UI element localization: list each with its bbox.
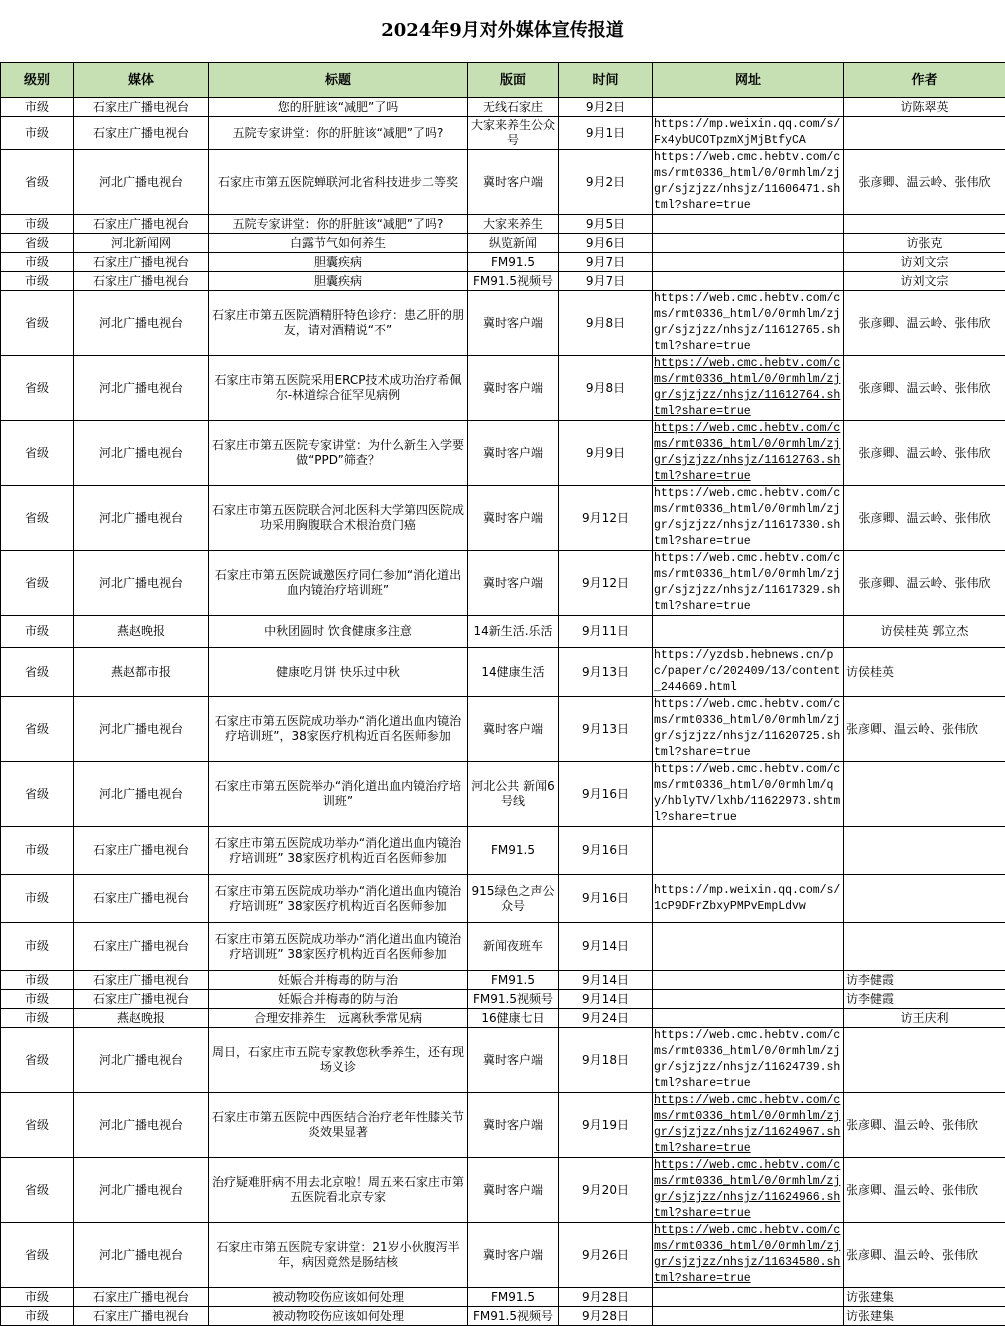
- table-row: [1, 421, 1005, 486]
- cell-author: 访王庆利: [844, 1009, 1005, 1028]
- header-level: 级别: [1, 63, 74, 98]
- cell-title: 石家庄市第五医院中西医结合治疗老年性膝关节炎效果显著: [209, 1093, 468, 1158]
- table-row: [1, 990, 1005, 1009]
- cell-author: [844, 875, 1005, 923]
- url-link[interactable]: https://web.cmc.hebtv.com/cms/rmt0336_html/0/0rmhlm/zjgr/sjzjzz/nhsjz/11620725.shtml?share=true: [654, 698, 840, 759]
- page-title: 2024年9月对外媒体宣传报道: [0, 0, 1005, 62]
- cell-url: [653, 697, 844, 762]
- cell-url: [653, 234, 844, 253]
- header-title: 标题: [209, 63, 468, 98]
- header-date: 时间: [559, 63, 653, 98]
- cell-author: [844, 117, 1005, 150]
- cell-author: 访刘文宗: [844, 272, 1005, 291]
- header-author: 作者: [844, 63, 1005, 98]
- cell-title: 石家庄市第五医院举办“消化道出血内镜治疗培训班”: [209, 762, 468, 827]
- cell-date: 9月14日: [559, 971, 653, 990]
- cell-level: 省级: [1, 1093, 74, 1158]
- cell-section: 冀时客户端: [468, 150, 559, 215]
- cell-title: 被动物咬伤应该如何处理: [209, 1307, 468, 1326]
- cell-media: 河北新闻网: [74, 234, 209, 253]
- table-row: [1, 150, 1005, 215]
- cell-section: FM91.5视频号: [468, 1307, 559, 1326]
- cell-media: 石家庄广播电视台: [74, 875, 209, 923]
- cell-date: 9月20日: [559, 1158, 653, 1223]
- table-row: [1, 291, 1005, 356]
- cell-url: [653, 253, 844, 272]
- cell-level: 省级: [1, 150, 74, 215]
- cell-title: 妊娠合并梅毒的防与治: [209, 990, 468, 1009]
- cell-url: [653, 971, 844, 990]
- cell-url: [653, 551, 844, 616]
- table-row: [1, 215, 1005, 234]
- cell-section: FM91.5: [468, 1288, 559, 1307]
- cell-url: [653, 291, 844, 356]
- cell-media: 河北广播电视台: [74, 1158, 209, 1223]
- cell-url: [653, 150, 844, 215]
- cell-url: [653, 215, 844, 234]
- cell-url: [653, 117, 844, 150]
- cell-author: [844, 827, 1005, 875]
- cell-title: 白露节气如何养生: [209, 234, 468, 253]
- cell-title: 石家庄市第五医院专家讲堂：21岁小伙腹泻半年，病因竟然是肠结核: [209, 1223, 468, 1288]
- cell-section: FM91.5视频号: [468, 990, 559, 1009]
- cell-url: [653, 875, 844, 923]
- header-url: 网址: [653, 63, 844, 98]
- cell-date: 9月28日: [559, 1288, 653, 1307]
- url-link[interactable]: https://web.cmc.hebtv.com/cms/rmt0336_html/0/0rmhlm/zjgr/sjzjzz/nhsjz/11624967.shtml?share=true: [654, 1094, 840, 1155]
- cell-url: [653, 1288, 844, 1307]
- cell-section: 冀时客户端: [468, 421, 559, 486]
- table-row: [1, 117, 1005, 150]
- cell-section: 冀时客户端: [468, 551, 559, 616]
- table-row: [1, 98, 1005, 117]
- cell-title: 您的肝脏该“减肥”了吗: [209, 98, 468, 117]
- table-row: [1, 616, 1005, 648]
- cell-author: 访张建集: [844, 1307, 1005, 1326]
- cell-title: 石家庄市第五医院蝉联河北省科技进步二等奖: [209, 150, 468, 215]
- header-media: 媒体: [74, 63, 209, 98]
- cell-url: [653, 486, 844, 551]
- table-row: [1, 551, 1005, 616]
- cell-media: 河北广播电视台: [74, 150, 209, 215]
- media-report-table: [0, 62, 1005, 1326]
- url-link[interactable]: https://web.cmc.hebtv.com/cms/rmt0336_html/0/0rmhlm/zjgr/sjzjzz/nhsjz/11624966.shtml?share=true: [654, 1159, 840, 1220]
- cell-level: 省级: [1, 234, 74, 253]
- cell-title: 石家庄市第五医院成功举办“消化道出血内镜治疗培训班” 38家医疗机构近百名医师参加: [209, 827, 468, 875]
- cell-title: 合理安排养生 远离秋季常见病: [209, 1009, 468, 1028]
- header-row: [1, 63, 1005, 98]
- cell-section: 冀时客户端: [468, 356, 559, 421]
- cell-media: 石家庄广播电视台: [74, 1288, 209, 1307]
- cell-level: 省级: [1, 1223, 74, 1288]
- cell-date: 9月7日: [559, 253, 653, 272]
- cell-media: 石家庄广播电视台: [74, 923, 209, 971]
- cell-title: 周日，石家庄市五院专家教您秋季养生，还有现场义诊: [209, 1028, 468, 1093]
- cell-section: 冀时客户端: [468, 486, 559, 551]
- cell-title: 胆囊疾病: [209, 272, 468, 291]
- cell-url: [653, 1028, 844, 1093]
- cell-media: 河北广播电视台: [74, 1093, 209, 1158]
- table-row: [1, 253, 1005, 272]
- cell-section: 冀时客户端: [468, 1223, 559, 1288]
- url-link[interactable]: https://mp.weixin.qq.com/s/1cP9DFrZbxyPMPvEmpLdvw: [654, 884, 840, 913]
- cell-section: 无线石家庄: [468, 98, 559, 117]
- cell-date: 9月7日: [559, 272, 653, 291]
- cell-section: FM91.5: [468, 971, 559, 990]
- cell-url: [653, 1223, 844, 1288]
- cell-author: 访刘文宗: [844, 253, 1005, 272]
- cell-author: [844, 215, 1005, 234]
- cell-level: 市级: [1, 616, 74, 648]
- url-link[interactable]: https://web.cmc.hebtv.com/cms/rmt0336_html/0/0rmhlm/zjgr/sjzjzz/nhsjz/11612763.shtml?share=true: [654, 422, 840, 483]
- cell-author: [844, 762, 1005, 827]
- table-row: [1, 1028, 1005, 1093]
- cell-media: 河北广播电视台: [74, 551, 209, 616]
- table-row: [1, 234, 1005, 253]
- cell-section: 河北公共 新闻6号线: [468, 762, 559, 827]
- cell-date: 9月18日: [559, 1028, 653, 1093]
- cell-media: 河北广播电视台: [74, 291, 209, 356]
- cell-date: 9月14日: [559, 923, 653, 971]
- cell-media: 河北广播电视台: [74, 762, 209, 827]
- cell-date: 9月14日: [559, 990, 653, 1009]
- cell-url: [653, 1158, 844, 1223]
- cell-media: 河北广播电视台: [74, 421, 209, 486]
- cell-date: 9月12日: [559, 486, 653, 551]
- url-link[interactable]: https://yzdsb.hebnews.cn/pc/paper/c/202409/13/content_244669.html: [654, 649, 840, 694]
- cell-author: 访张建集: [844, 1288, 1005, 1307]
- cell-date: 9月1日: [559, 117, 653, 150]
- cell-level: 市级: [1, 1009, 74, 1028]
- cell-media: 河北广播电视台: [74, 356, 209, 421]
- cell-media: 河北广播电视台: [74, 1028, 209, 1093]
- table-row: [1, 648, 1005, 697]
- cell-media: 石家庄广播电视台: [74, 272, 209, 291]
- cell-level: 市级: [1, 272, 74, 291]
- cell-url: [653, 1009, 844, 1028]
- cell-url: [653, 990, 844, 1009]
- cell-title: 石家庄市第五医院诚邀医疗同仁参加“消化道出血内镜治疗培训班”: [209, 551, 468, 616]
- cell-author: 张彦卿、温云岭、张伟欣: [844, 486, 1005, 551]
- cell-media: 燕赵都市报: [74, 648, 209, 697]
- cell-author: 访李健霞: [844, 990, 1005, 1009]
- cell-level: 省级: [1, 697, 74, 762]
- cell-author: 张彦卿、温云岭、张伟欣: [844, 421, 1005, 486]
- cell-level: 省级: [1, 291, 74, 356]
- cell-section: 14健康生活: [468, 648, 559, 697]
- cell-date: 9月28日: [559, 1307, 653, 1326]
- cell-author: 张彦卿、温云岭、张伟欣: [844, 1158, 1005, 1223]
- cell-level: 市级: [1, 98, 74, 117]
- cell-level: 省级: [1, 421, 74, 486]
- url-link[interactable]: https://web.cmc.hebtv.com/cms/rmt0336_html/0/0rmhlm/zjgr/sjzjzz/nhsjz/11624739.shtml?share=true: [654, 1029, 840, 1090]
- table-row: [1, 1093, 1005, 1158]
- url-link[interactable]: https://mp.weixin.qq.com/s/Fx4ybUCOTpzmXjMjBtfyCA: [654, 118, 840, 147]
- cell-level: 市级: [1, 875, 74, 923]
- cell-level: 市级: [1, 1307, 74, 1326]
- cell-title: 石家庄市第五医院采用ERCP技术成功治疗希佩尔-林道综合征罕见病例: [209, 356, 468, 421]
- table-row: [1, 356, 1005, 421]
- cell-media: 石家庄广播电视台: [74, 971, 209, 990]
- cell-section: FM91.5视频号: [468, 272, 559, 291]
- cell-level: 省级: [1, 551, 74, 616]
- cell-author: 访张克: [844, 234, 1005, 253]
- url-link[interactable]: https://web.cmc.hebtv.com/cms/rmt0336_html/0/0rmhlm/zjgr/sjzjzz/nhsjz/11617329.shtml?share=true: [654, 552, 840, 613]
- cell-section: 冀时客户端: [468, 291, 559, 356]
- cell-url: [653, 923, 844, 971]
- cell-media: 燕赵晚报: [74, 1009, 209, 1028]
- cell-section: 16健康七日: [468, 1009, 559, 1028]
- cell-title: 妊娠合并梅毒的防与治: [209, 971, 468, 990]
- cell-section: 纵览新闻: [468, 234, 559, 253]
- url-link[interactable]: https://web.cmc.hebtv.com/cms/rmt0336_html/0/0rmhlm/zjgr/sjzjzz/nhsjz/11634580.shtml?share=true: [654, 1224, 840, 1285]
- cell-section: 冀时客户端: [468, 697, 559, 762]
- cell-section: 大家来养生: [468, 215, 559, 234]
- cell-level: 市级: [1, 253, 74, 272]
- cell-level: 市级: [1, 971, 74, 990]
- cell-title: 胆囊疾病: [209, 253, 468, 272]
- cell-level: 省级: [1, 1158, 74, 1223]
- cell-level: 市级: [1, 215, 74, 234]
- cell-title: 石家庄市第五医院酒精肝特色诊疗：患乙肝的朋友，请对酒精说“不”: [209, 291, 468, 356]
- cell-level: 省级: [1, 1028, 74, 1093]
- cell-title: 石家庄市第五医院成功举办“消化道出血内镜治疗培训班” 38家医疗机构近百名医师参加: [209, 923, 468, 971]
- cell-title: 五院专家讲堂：你的肝脏该“减肥”了吗?: [209, 215, 468, 234]
- table-row: [1, 1288, 1005, 1307]
- cell-date: 9月2日: [559, 150, 653, 215]
- cell-section: 冀时客户端: [468, 1158, 559, 1223]
- cell-section: 14新生活.乐活: [468, 616, 559, 648]
- cell-url: [653, 356, 844, 421]
- cell-media: 石家庄广播电视台: [74, 990, 209, 1009]
- cell-author: [844, 1028, 1005, 1093]
- cell-date: 9月16日: [559, 827, 653, 875]
- cell-date: 9月2日: [559, 98, 653, 117]
- cell-date: 9月12日: [559, 551, 653, 616]
- url-link[interactable]: https://web.cmc.hebtv.com/cms/rmt0336_html/0/0rmhlm/qy/hblyTV/lxhb/11622973.shtml?share=true: [654, 763, 840, 824]
- table-row: [1, 827, 1005, 875]
- cell-date: 9月24日: [559, 1009, 653, 1028]
- cell-title: 中秋团圆时 饮食健康多注意: [209, 616, 468, 648]
- cell-level: 市级: [1, 1288, 74, 1307]
- cell-media: 石家庄广播电视台: [74, 117, 209, 150]
- cell-level: 省级: [1, 762, 74, 827]
- cell-level: 省级: [1, 486, 74, 551]
- table-row: [1, 1223, 1005, 1288]
- cell-url: [653, 648, 844, 697]
- cell-author: 张彦卿、温云岭、张伟欣: [844, 697, 1005, 762]
- cell-media: 燕赵晚报: [74, 616, 209, 648]
- cell-media: 石家庄广播电视台: [74, 827, 209, 875]
- table-row: [1, 1009, 1005, 1028]
- cell-date: 9月9日: [559, 421, 653, 486]
- url-link[interactable]: https://web.cmc.hebtv.com/cms/rmt0336_html/0/0rmhlm/zjgr/sjzjzz/nhsjz/11612765.shtml?share=true: [654, 292, 840, 353]
- cell-date: 9月8日: [559, 291, 653, 356]
- cell-section: 冀时客户端: [468, 1028, 559, 1093]
- header-section: 版面: [468, 63, 559, 98]
- cell-title: 健康吃月饼 快乐过中秋: [209, 648, 468, 697]
- cell-author: 张彦卿、温云岭、张伟欣: [844, 150, 1005, 215]
- cell-media: 石家庄广播电视台: [74, 1307, 209, 1326]
- cell-level: 市级: [1, 117, 74, 150]
- cell-author: 张彦卿、温云岭、张伟欣: [844, 291, 1005, 356]
- cell-media: 河北广播电视台: [74, 697, 209, 762]
- cell-level: 省级: [1, 648, 74, 697]
- cell-date: 9月13日: [559, 697, 653, 762]
- cell-date: 9月16日: [559, 762, 653, 827]
- cell-media: 河北广播电视台: [74, 486, 209, 551]
- cell-author: 张彦卿、温云岭、张伟欣: [844, 356, 1005, 421]
- cell-date: 9月13日: [559, 648, 653, 697]
- cell-author: 张彦卿、温云岭、张伟欣: [844, 1093, 1005, 1158]
- cell-date: 9月8日: [559, 356, 653, 421]
- cell-url: [653, 272, 844, 291]
- cell-url: [653, 98, 844, 117]
- cell-author: 访侯桂英 郭立杰: [844, 616, 1005, 648]
- cell-level: 市级: [1, 990, 74, 1009]
- cell-title: 石家庄市第五医院成功举办“消化道出血内镜治疗培训班” 38家医疗机构近百名医师参加: [209, 875, 468, 923]
- cell-section: FM91.5: [468, 253, 559, 272]
- cell-url: [653, 421, 844, 486]
- cell-title: 被动物咬伤应该如何处理: [209, 1288, 468, 1307]
- cell-date: 9月6日: [559, 234, 653, 253]
- cell-title: 石家庄市第五医院成功举办“消化道出血内镜治疗培训班”，38家医疗机构近百名医师参加: [209, 697, 468, 762]
- url-link[interactable]: https://web.cmc.hebtv.com/cms/rmt0336_html/0/0rmhlm/zjgr/sjzjzz/nhsjz/11612764.shtml?share=true: [654, 357, 840, 418]
- cell-section: 新闻夜班车: [468, 923, 559, 971]
- cell-date: 9月26日: [559, 1223, 653, 1288]
- cell-section: 大家来养生公众号: [468, 117, 559, 150]
- cell-level: 省级: [1, 356, 74, 421]
- table-row: [1, 486, 1005, 551]
- cell-title: 五院专家讲堂：你的肝脏该“减肥”了吗?: [209, 117, 468, 150]
- cell-level: 市级: [1, 827, 74, 875]
- cell-section: 冀时客户端: [468, 1093, 559, 1158]
- cell-url: [653, 616, 844, 648]
- cell-date: 9月5日: [559, 215, 653, 234]
- cell-level: 市级: [1, 923, 74, 971]
- url-link[interactable]: https://web.cmc.hebtv.com/cms/rmt0336_html/0/0rmhlm/zjgr/sjzjzz/nhsjz/11606471.shtml?share=true: [654, 151, 840, 212]
- table-row: [1, 1307, 1005, 1326]
- table-row: [1, 272, 1005, 291]
- cell-author: [844, 923, 1005, 971]
- table-row: [1, 762, 1005, 827]
- cell-section: FM91.5: [468, 827, 559, 875]
- cell-date: 9月16日: [559, 875, 653, 923]
- table-row: [1, 697, 1005, 762]
- cell-title: 石家庄市第五医院专家讲堂：为什么新生入学要做“PPD”筛查？: [209, 421, 468, 486]
- table-row: [1, 971, 1005, 990]
- cell-media: 石家庄广播电视台: [74, 215, 209, 234]
- cell-media: 石家庄广播电视台: [74, 98, 209, 117]
- cell-author: 张彦卿、温云岭、张伟欣: [844, 1223, 1005, 1288]
- cell-date: 9月11日: [559, 616, 653, 648]
- cell-media: 河北广播电视台: [74, 1223, 209, 1288]
- cell-url: [653, 827, 844, 875]
- cell-url: [653, 1307, 844, 1326]
- cell-url: [653, 762, 844, 827]
- cell-author: 访李健霞: [844, 971, 1005, 990]
- cell-date: 9月19日: [559, 1093, 653, 1158]
- cell-author: 张彦卿、温云岭、张伟欣: [844, 551, 1005, 616]
- cell-author: 访陈翠英: [844, 98, 1005, 117]
- url-link[interactable]: https://web.cmc.hebtv.com/cms/rmt0336_html/0/0rmhlm/zjgr/sjzjzz/nhsjz/11617330.shtml?share=true: [654, 487, 840, 548]
- cell-title: 石家庄市第五医院联合河北医科大学第四医院成功采用胸腹联合术根治贲门癌: [209, 486, 468, 551]
- table-row: [1, 1158, 1005, 1223]
- cell-url: [653, 1093, 844, 1158]
- table-row: [1, 923, 1005, 971]
- cell-media: 石家庄广播电视台: [74, 253, 209, 272]
- cell-section: 915绿色之声公众号: [468, 875, 559, 923]
- cell-author: 访侯桂英: [844, 648, 1005, 697]
- cell-title: 治疗疑难肝病不用去北京啦！周五来石家庄市第五医院看北京专家: [209, 1158, 468, 1223]
- table-row: [1, 875, 1005, 923]
